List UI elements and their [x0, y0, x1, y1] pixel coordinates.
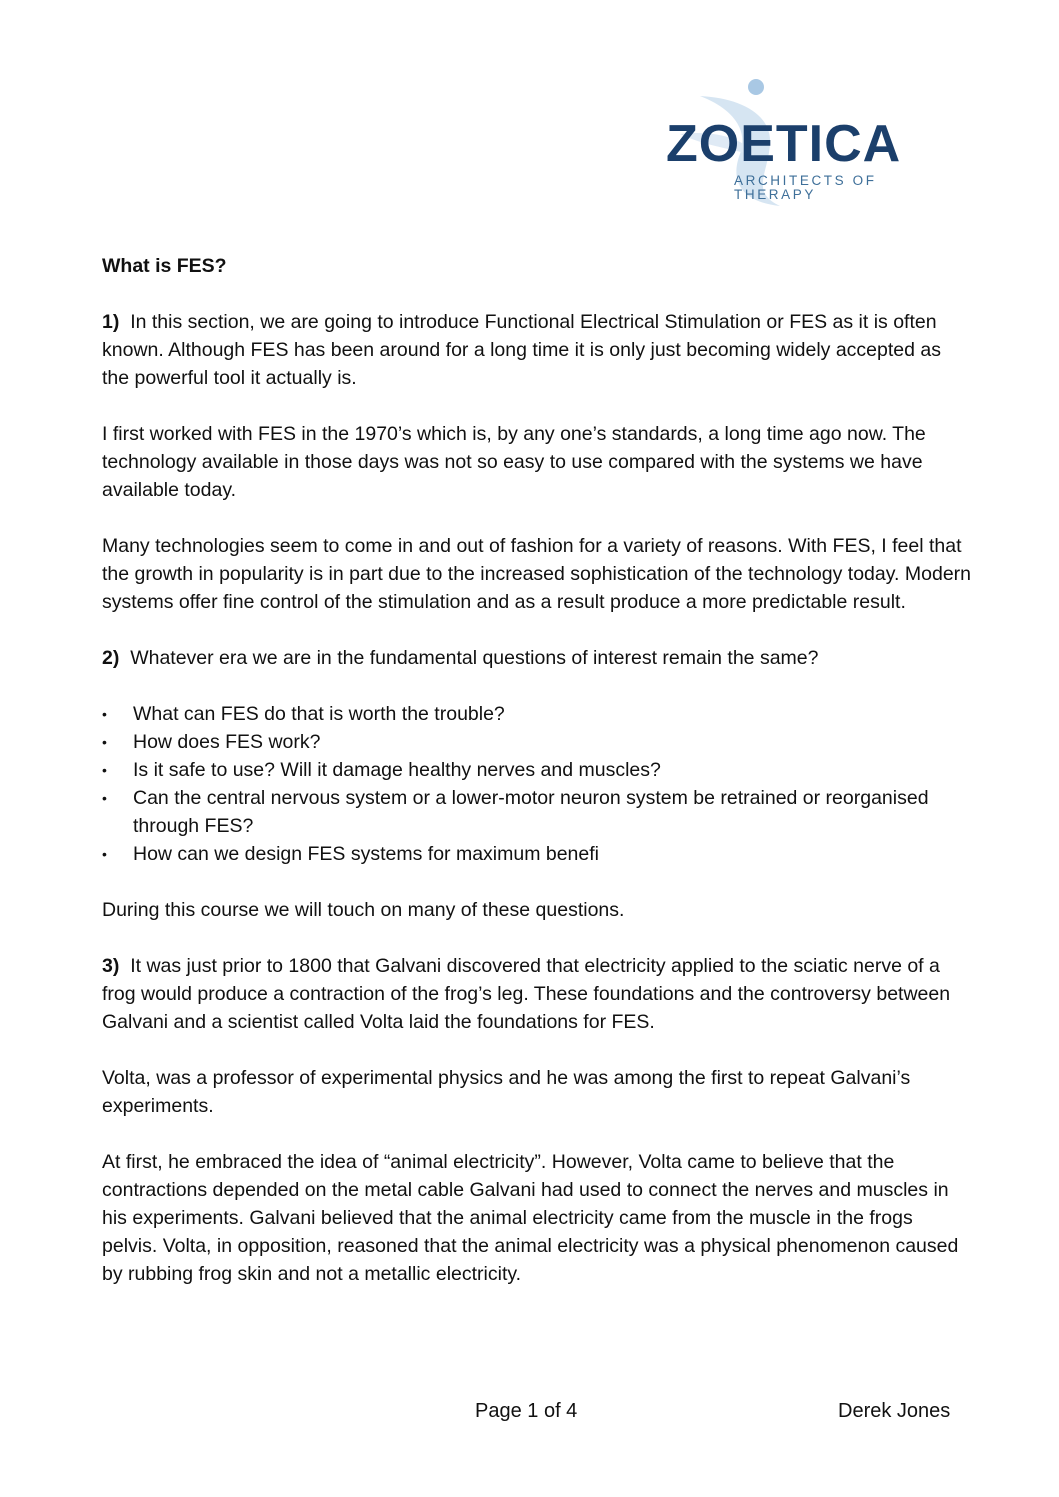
paragraph-technologies: Many technologies seem to come in and out of fashion for a variety of reasons. With FES, I feel that the growth in popularity is in part due to the increased sophistication of the technology today. Modern systems offer fine control of the stimulation and as a result produce a more predictable result. [102, 535, 971, 613]
paragraph-animal-electricity: At first, he embraced the idea of “animal electricity”. However, Volta came to believe that the contractions depended on the metal cable Galvani had used to connect the nerves and muscles in his experiments. Galvani believed that the animal electricity came from the muscle in the frogs pelvis. Volta, in opposition, reasoned that the animal electricity was a physical phenomenon caused by rubbing frog skin and not a metallic electricity. [102, 1151, 959, 1285]
section-3-paragraph [102, 952, 972, 1036]
document-body [102, 252, 972, 1316]
zoetica-logo [660, 74, 960, 209]
page-title: What is FES? [102, 255, 227, 277]
logo-tagline: ARCHITECTS OF THERAPY [734, 173, 877, 202]
section-text: It was just prior to 1800 that Galvani discovered that electricity applied to the sciatic nerve of a frog would produce a contraction of the frog’s leg. These foundations and the controversy between Galvani and a scientist called Volta laid the foundations for FES. [102, 955, 951, 1033]
list-item: • Is it safe to use? Will it damage healthy nerves and muscles? [102, 756, 972, 784]
list-item: • What can FES do that is worth the trouble? [102, 700, 972, 728]
questions-list [102, 700, 972, 868]
section-text: Whatever era we are in the fundamental questions of interest remain the same? [130, 647, 819, 669]
list-item: • Can the central nervous system or a lower-motor neuron system be retrained or reorganised through FES? [102, 784, 972, 840]
list-item: • How can we design FES systems for maximum benefi [102, 840, 972, 868]
page-number: Page 1 of 4 [475, 1400, 578, 1422]
author-name: Derek Jones [838, 1400, 951, 1422]
section-number: 2) [102, 647, 120, 669]
paragraph-first-worked: I first worked with FES in the 1970’s which is, by any one’s standards, a long time ago now. The technology available in those days was not so easy to use compared with the systems we have available today. [102, 423, 926, 501]
paragraph-volta: Volta, was a professor of experimental physics and he was among the first to repeat Galvani’s experiments. [102, 1067, 911, 1117]
section-1-paragraph [102, 308, 972, 392]
section-2-paragraph [102, 644, 972, 672]
list-item: • How does FES work? [102, 728, 972, 756]
logo-wordmark: ZOETICA [666, 115, 902, 173]
section-number: 3) [102, 955, 120, 977]
paragraph-course: During this course we will touch on many of these questions. [102, 899, 625, 921]
section-text: In this section, we are going to introduce Functional Electrical Stimulation or FES as it is often known. Although FES has been around for a long time it is only just becoming widely accepted as the powerful tool it actually is. [102, 311, 941, 389]
section-number: 1) [102, 311, 120, 333]
